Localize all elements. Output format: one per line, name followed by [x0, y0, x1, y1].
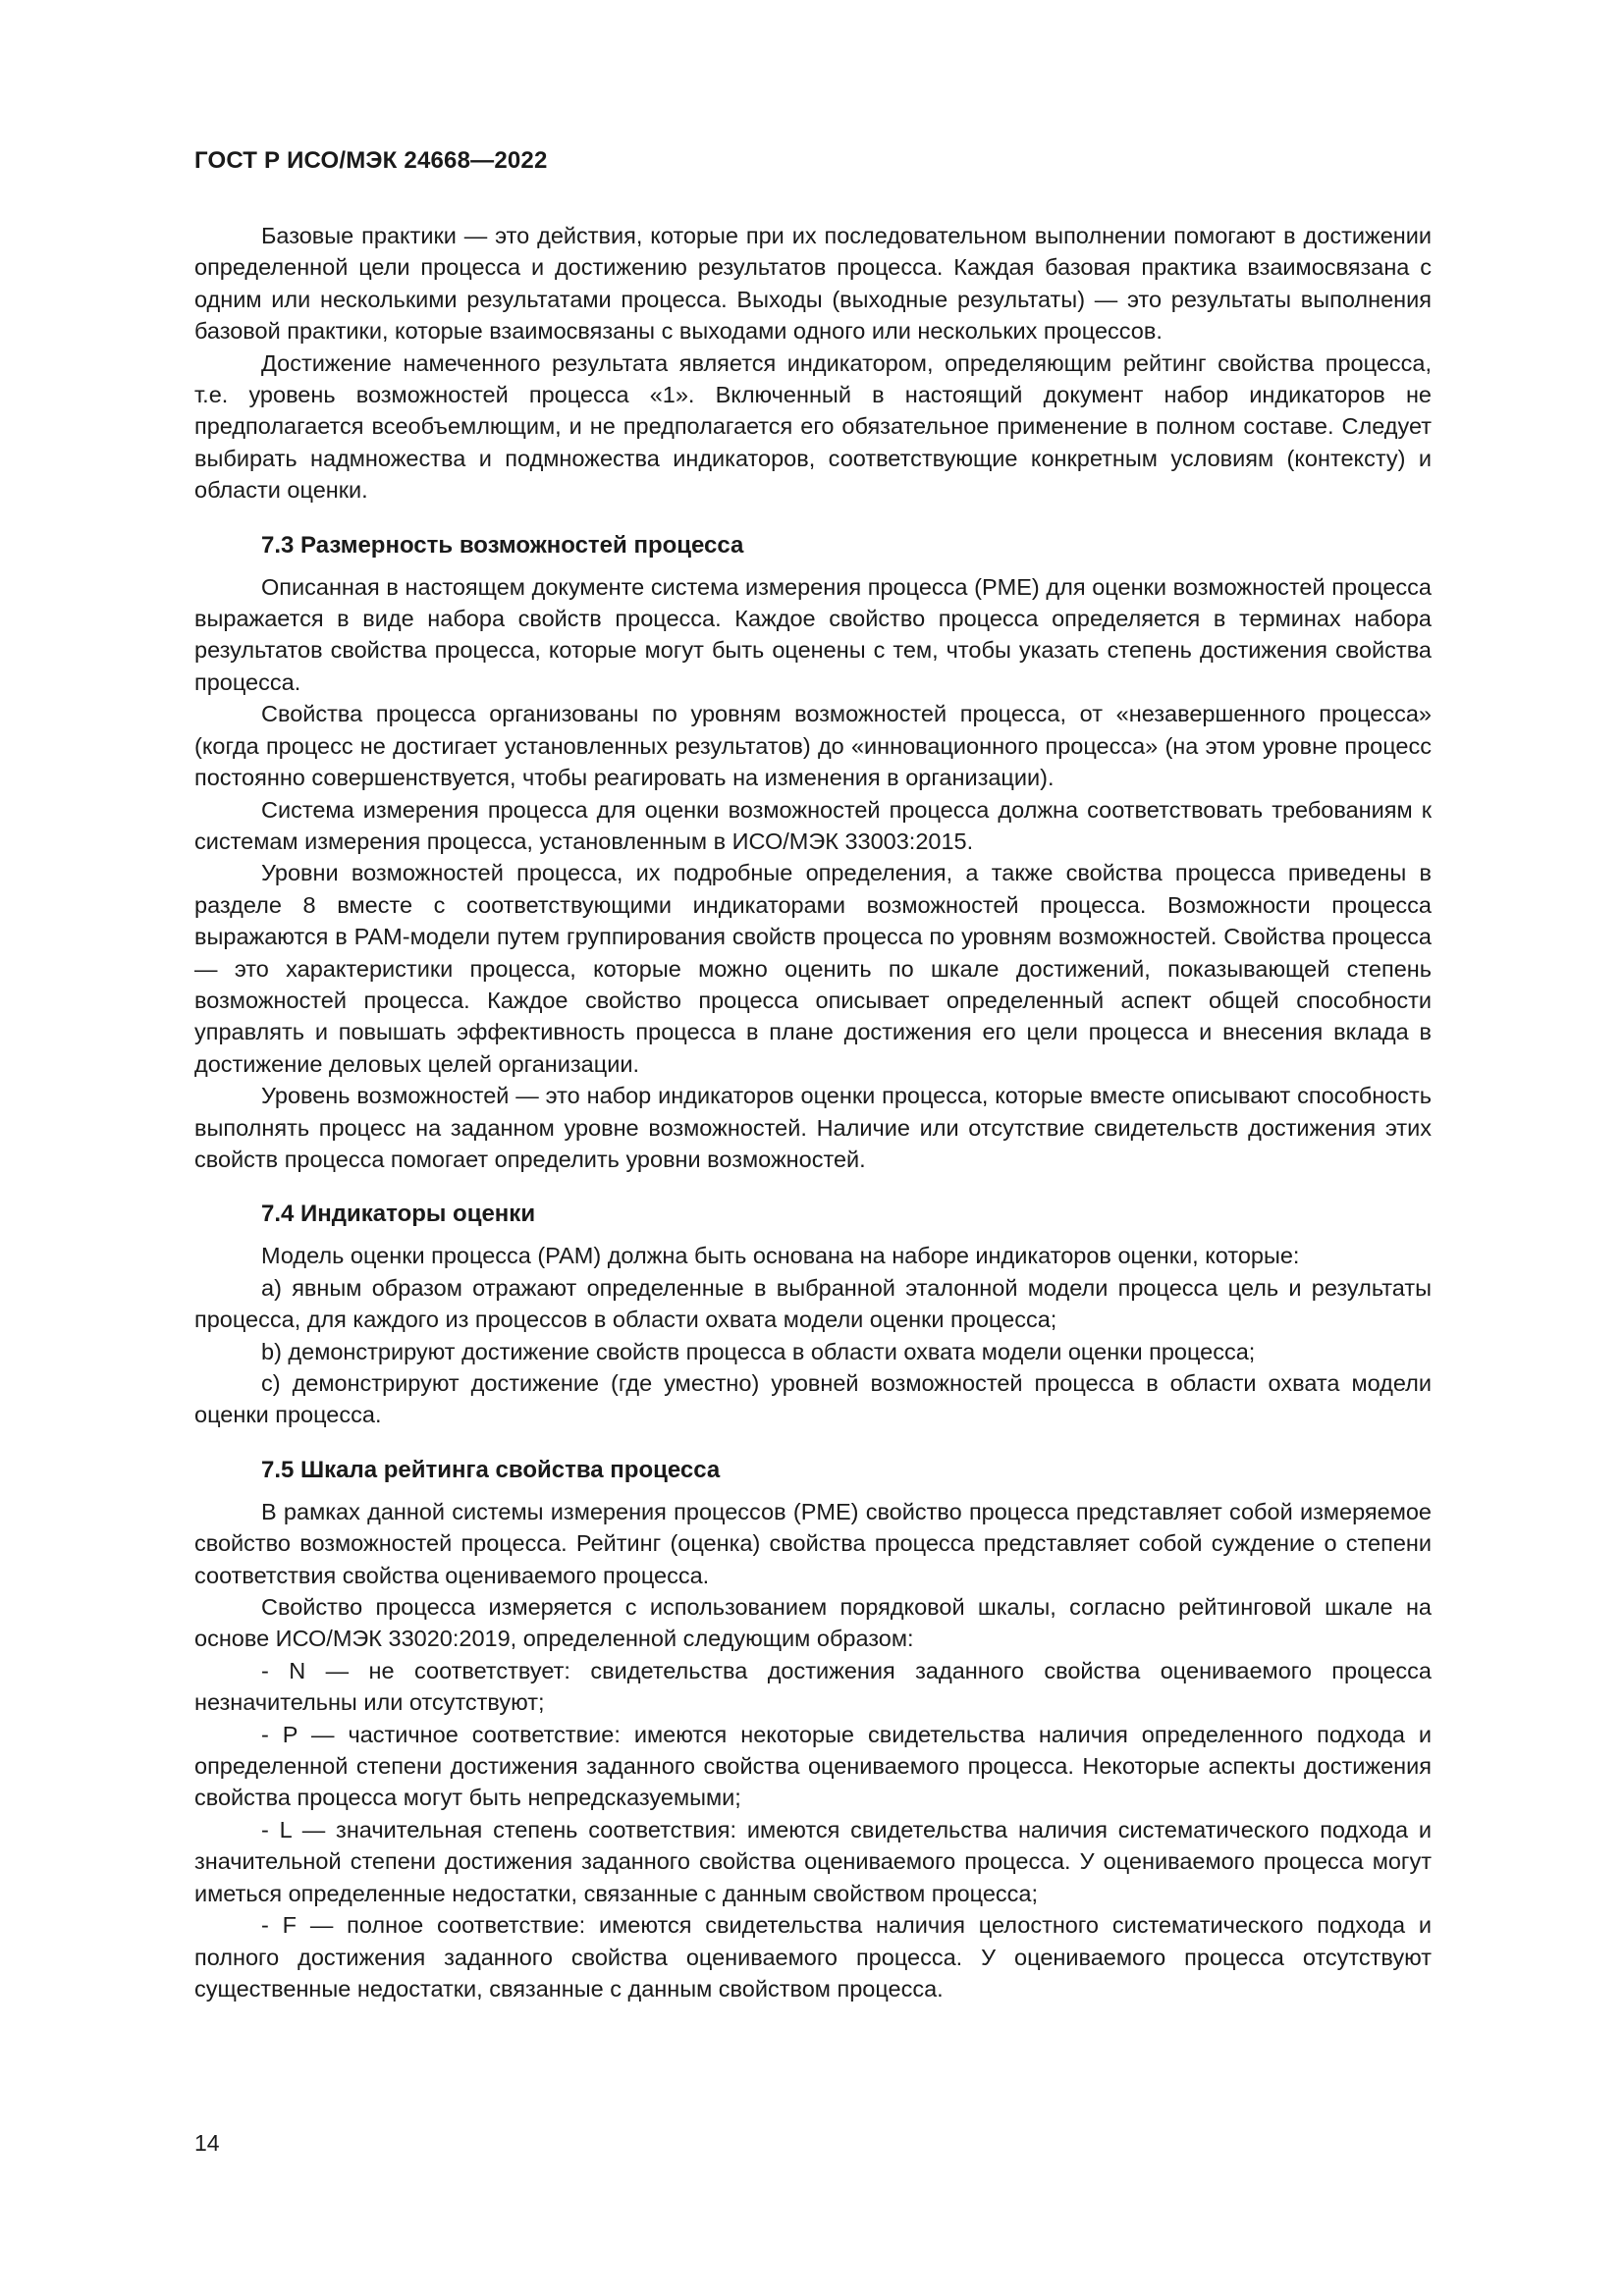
list-item: - N — не соответствует: свидетельства достижения заданного свойства оцениваемого процесса незначительны или отсутствуют;: [194, 1657, 1432, 1716]
paragraph: Описанная в настоящем документе система измерения процесса (PME) для оценки возможностей процесса выражается в виде набора свойств процесса. Каждое свойство процесса определяется в терминах набора результатов свойства процесса, которые могут быть оценены с тем, чтобы указать степень достижения свойства процесса.: [194, 573, 1432, 695]
paragraph: Уровни возможностей процесса, их подробные определения, а также свойства процесса приведены в разделе 8 вместе с соответствующими индикаторами возможностей процесса. Возможности процесса выражаются в PAM-модели путем группирования свойств процесса по уровням возможностей. Свойства процесса — это характеристики процесса, которые можно оценить по шкале достижений, показывающей степень возможностей процесса. Каждое свойство процесса описывает определенный аспект общей способности управлять и повышать эффективность процесса в плане достижения его цели процесса и внесения вклада в достижение деловых целей организации.: [194, 860, 1432, 1077]
page-number: 14: [194, 2130, 220, 2156]
intro-block: [194, 220, 1432, 507]
paragraph: Достижение намеченного результата является индикатором, определяющим рейтинг свойства процесса, т.е. уровень возможностей процесса «1». Включенный в настоящий документ набор индикаторов не предполагается всеобъемлющим, и не предполагается его обязательное применение в полном составе. Следует выбирать надмножества и подмножества индикаторов, соответствующие конкретным условиям (контексту) и области оценки.: [194, 349, 1432, 504]
paragraph: В рамках данной системы измерения процессов (PME) свойство процесса представляет собой измеряемое свойство возможностей процесса. Рейтинг (оценка) свойства процесса представляет собой суждение о степени соответствия свойства оцениваемого процесса.: [194, 1498, 1432, 1588]
paragraph: Базовые практики — это действия, которые при их последовательном выполнении помогают в достижении определенной цели процесса и достижению результатов процесса. Каждая базовая практика взаимосвязана с одним или несколькими результатами процесса. Выходы (выходные результаты) — это результаты выполнения базовой практики, которые взаимосвязаны с выходами одного или нескольких процессов.: [194, 223, 1432, 345]
section-title: 7.5 Шкала рейтинга свойства процесса: [261, 1456, 721, 1483]
document-page: [194, 147, 1432, 2004]
section-7-5: [194, 1457, 1432, 2005]
document-header: ГОСТ Р ИСО/МЭК 24668—2022: [194, 147, 548, 174]
list-item: - F — полное соответствие: имеются свидетельства наличия целостного систематического подхода и полного достижения заданного свойства оцениваемого процесса. У оцениваемого процесса отсутствуют существенные недостатки, связанные с данным свойством процесса.: [194, 1912, 1432, 2002]
section-7-4: [194, 1201, 1432, 1430]
paragraph: Свойство процесса измеряется с использованием порядковой шкалы, согласно рейтинговой шкале на основе ИСО/МЭК 33020:2019, определенной следующим образом:: [194, 1594, 1432, 1652]
list-item: c) демонстрируют достижение (где уместно) уровней возможностей процесса в области охвата модели оценки процесса.: [194, 1370, 1432, 1428]
list-item: a) явным образом отражают определенные в выбранной эталонной модели процесса цель и результаты процесса, для каждого из процессов в области охвата модели оценки процесса;: [194, 1274, 1432, 1333]
list-item: - P — частичное соответствие: имеются некоторые свидетельства наличия определенного подхода и определенной степени достижения заданного свойства оцениваемого процесса. Некоторые аспекты достижения свойства процесса могут быть непредсказуемыми;: [194, 1721, 1432, 1811]
paragraph: Система измерения процесса для оценки возможностей процесса должна соответствовать требованиям к системам измерения процесса, установленным в ИСО/МЭК 33003:2015.: [194, 796, 1432, 854]
paragraph: Уровень возможностей — это набор индикаторов оценки процесса, которые вместе описывают способность выполнять процесс на заданном уровне возможностей. Наличие или отсутствие свидетельств достижения этих свойств процесса помогает определить уровни возможностей.: [194, 1083, 1432, 1172]
list-item: b) демонстрируют достижение свойств процесса в области охвата модели оценки процесса;: [261, 1338, 1256, 1364]
section-title: 7.3 Размерность возможностей процесса: [261, 531, 744, 559]
list-item: - L — значительная степень соответствия: имеются свидетельства наличия систематического подхода и значительной степени достижения заданного свойства оцениваемого процесса. У оцениваемого процесса могут иметься определенные недостатки, связанные с данным свойством процесса;: [194, 1816, 1432, 1906]
section-7-3: [194, 532, 1432, 1176]
paragraph: Свойства процесса организованы по уровням возможностей процесса, от «незавершенного процесса» (когда процесс не достигает установленных результатов) до «инновационного процесса» (на этом уровне процесс постоянно совершенствуется, чтобы реагировать на изменения в организации).: [194, 701, 1432, 791]
section-title: 7.4 Индикаторы оценки: [261, 1201, 536, 1228]
paragraph: Модель оценки процесса (PAM) должна быть основана на наборе индикаторов оценки, которые:: [261, 1243, 1300, 1269]
